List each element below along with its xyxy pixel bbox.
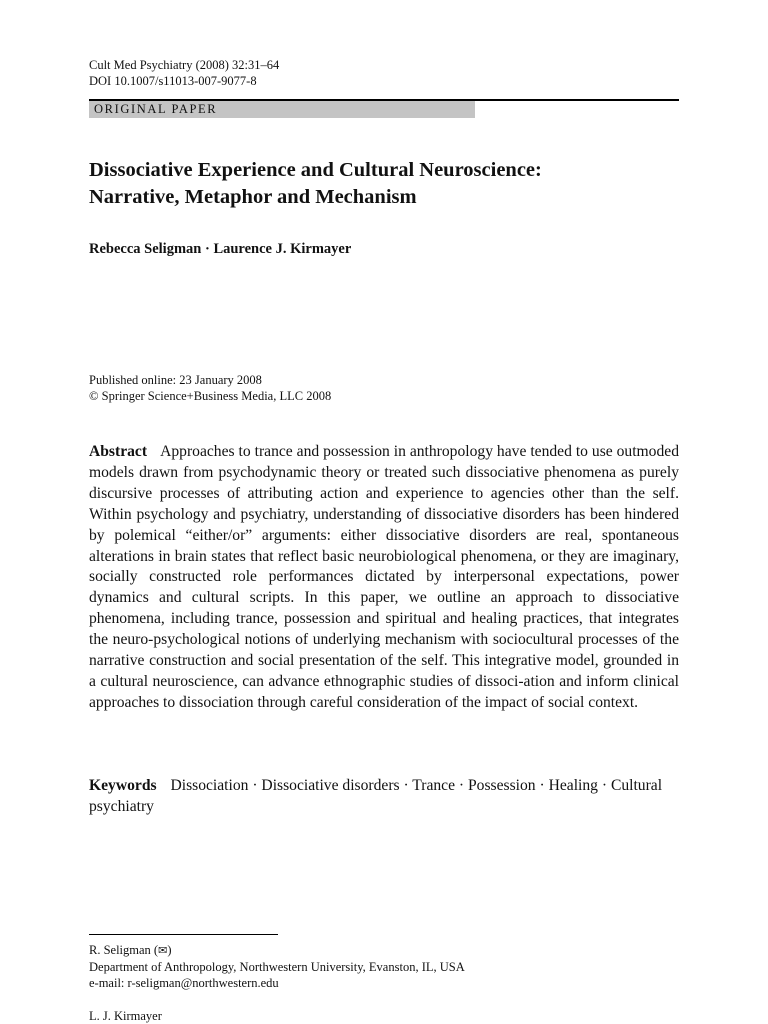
author1-line: [89, 942, 465, 959]
keywords-text: Dissociation · Dissociative disorders · Trance · Possession · Healing · Cultural psychiatry: [89, 777, 663, 815]
abstract-text: Approaches to trance and possession in anthropology have tended to use outmoded models drawn from psychodynamic theory or treated such dissociative phenomena as purely discursive processes of attributing action and experience to agencies other than the self. Within psychology and psychiatry, understanding of dissociative disorders has been hindered by polemical “either/or” arguments: either dissociative disorders are real, spontaneous alterations in brain states that reflect basic neurobiological phenomena, or they are imaginary, socially constructed role performances dictated by interpersonal expectations, power dynamics and cultural scripts. In this paper, we outline an approach to dissociative phenomena, including trance, possession and spiritual and healing practices, that integrates the neuro-psychological notions of underlying mechanism with sociocultural processes of the narrative construction and social presentation of the self. This integrative model, grounded in a cultural neuroscience, can advance ethnographic studies of dissoci-ation and inform clinical approaches to dissociation through careful consideration of the impact of social context.: [89, 443, 679, 711]
journal-header: [89, 57, 279, 89]
publication-info: [89, 372, 331, 404]
author1-name: R. Seligman (: [89, 943, 159, 957]
envelope-icon[interactable]: ✉: [158, 944, 168, 957]
title-line-2: Narrative, Metaphor and Mechanism: [89, 186, 417, 208]
abstract-label: Abstract: [89, 443, 148, 460]
keywords-label: Keywords: [89, 777, 157, 794]
footnote-rule: [89, 934, 278, 935]
footnote: [89, 942, 465, 991]
author2-name: L. J. Kirmayer: [89, 1009, 162, 1023]
published-date: Published online: 23 January 2008: [89, 373, 262, 387]
article-title: [89, 157, 689, 211]
authors: Rebecca Seligman · Laurence J. Kirmayer: [89, 241, 352, 257]
section-label: ORIGINAL PAPER: [94, 102, 218, 116]
keywords: [89, 775, 679, 817]
email[interactable]: e-mail: r-seligman@northwestern.edu: [89, 976, 279, 990]
doi: DOI 10.1007/s11013-007-9077-8: [89, 74, 257, 88]
affiliation: Department of Anthropology, Northwestern University, Evanston, IL, USA: [89, 960, 465, 974]
title-line-1: Dissociative Experience and Cultural Neuroscience:: [89, 159, 542, 181]
author1-close: ): [167, 943, 172, 957]
citation: Cult Med Psychiatry (2008) 32:31–64: [89, 58, 280, 72]
copyright: © Springer Science+Business Media, LLC 2008: [89, 389, 332, 403]
abstract: [89, 442, 679, 714]
